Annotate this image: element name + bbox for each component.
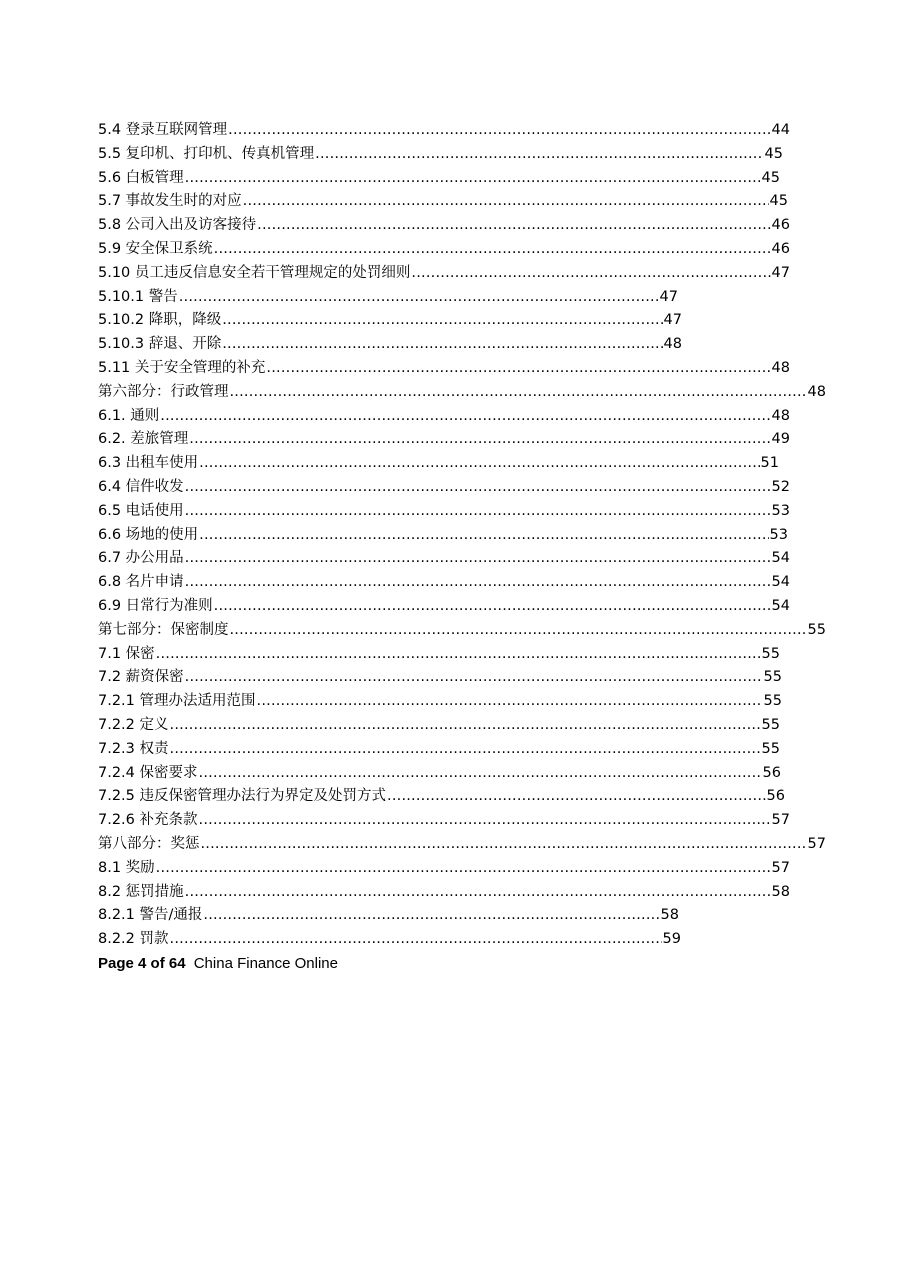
toc-entry-title: 7.2.1 管理办法适用范围 [98,693,256,710]
toc-entry-title: 7.2.5 违反保密管理办法行为界定及处罚方式 [98,788,387,805]
toc-dot-leader [156,857,771,881]
toc-entry-page-number: 55 [761,645,780,662]
toc-entry-title: 7.1 保密 [98,645,155,662]
toc-entry[interactable] [98,309,682,333]
toc-entry[interactable] [98,238,790,262]
toc-entry[interactable] [98,381,826,405]
toc-entry-title: 5.10.2 降职，降级 [98,312,222,329]
toc-entry-title: 5.11 关于安全管理的补充 [98,359,266,376]
toc-dot-leader [257,690,763,714]
toc-entry[interactable] [98,452,779,476]
toc-entry[interactable] [98,595,790,619]
toc-dot-leader [185,571,771,595]
toc-entry-title: 5.9 安全保卫系统 [98,240,213,257]
toc-entry-title: 6.7 办公用品 [98,550,184,567]
toc-entry-title: 5.7 事故发生时的对应 [98,193,242,210]
toc-dot-leader [185,476,771,500]
toc-dot-leader [199,809,771,833]
toc-entry[interactable] [98,643,780,667]
toc-dot-leader [203,904,659,928]
toc-entry-title: 6.6 场地的使用 [98,526,199,543]
toc-entry-page-number: 46 [771,240,790,257]
toc-dot-leader [185,881,771,905]
toc-entry[interactable] [98,547,790,571]
toc-entry-title: 第八部分：奖惩 [98,835,200,852]
toc-entry[interactable] [98,476,790,500]
toc-dot-leader [201,833,807,857]
toc-entry-title: 6.8 名片申请 [98,574,184,591]
toc-entry[interactable] [98,785,785,809]
toc-entry-page-number: 55 [763,669,782,686]
toc-entry-title: 6.3 出租车使用 [98,455,199,472]
toc-entry[interactable] [98,333,682,357]
toc-entry-title: 5.10 员工违反信息安全若干管理规定的处罚细则 [98,264,411,281]
toc-entry-title: 6.2. 差旅管理 [98,431,189,448]
toc-dot-leader [189,428,770,452]
toc-entry[interactable] [98,167,780,191]
toc-entry[interactable] [98,666,782,690]
toc-entry[interactable] [98,738,780,762]
toc-entry-page-number: 53 [771,502,790,519]
toc-entry-page-number: 52 [771,478,790,495]
toc-dot-leader [170,714,761,738]
toc-entry-page-number: 54 [771,574,790,591]
toc-entry-page-number: 54 [771,550,790,567]
toc-entry-title: 7.2 薪资保密 [98,669,184,686]
toc-entry[interactable] [98,857,790,881]
toc-entry-title: 7.2.3 权责 [98,740,169,757]
toc-dot-leader [222,333,662,357]
toc-entry-page-number: 45 [769,193,788,210]
toc-dot-leader [160,405,770,429]
toc-entry-title: 5.6 白板管理 [98,169,184,186]
toc-entry-title: 5.5 复印机、打印机、传真机管理 [98,145,315,162]
toc-entry-title: 7.2.6 补充条款 [98,812,198,829]
toc-entry-page-number: 55 [761,740,780,757]
toc-dot-leader [170,928,662,952]
toc-entry-page-number: 47 [771,264,790,281]
toc-entry-title: 5.10.1 警告 [98,288,178,305]
toc-entry[interactable] [98,190,788,214]
toc-entry[interactable] [98,143,783,167]
toc-dot-leader [257,214,770,238]
toc-dot-leader [179,286,659,310]
toc-entry-page-number: 55 [763,693,782,710]
page-footer [98,955,338,972]
toc-dot-leader [315,143,763,167]
toc-entry-title: 8.2 惩罚措施 [98,883,184,900]
toc-dot-leader [214,595,771,619]
toc-entry-page-number: 47 [663,312,682,329]
toc-entry-title: 8.1 奖励 [98,859,155,876]
toc-entry[interactable] [98,904,679,928]
toc-entry-page-number: 57 [807,835,826,852]
toc-entry-page-number: 44 [771,122,790,138]
toc-entry[interactable] [98,571,790,595]
toc-entry-title: 6.1. 通则 [98,407,160,424]
toc-entry-page-number: 54 [771,597,790,614]
toc-entry-title: 第六部分：行政管理 [98,383,229,400]
toc-dot-leader [185,547,771,571]
toc-entry-page-number: 58 [660,907,679,924]
toc-entry-page-number: 56 [762,764,781,781]
toc-entry[interactable] [98,809,790,833]
toc-entry[interactable] [98,928,681,952]
toc-dot-leader [170,738,761,762]
toc-entry-page-number: 48 [663,336,682,353]
toc-entry-page-number: 59 [662,931,681,948]
toc-entry-title: 8.2.1 警告/通报 [98,907,203,924]
toc-entry-page-number: 51 [760,455,779,472]
toc-entry-page-number: 56 [766,788,785,805]
toc-entry[interactable] [98,833,826,857]
toc-entry-page-number: 58 [771,883,790,900]
toc-entry-title: 5.8 公司入出及访客接待 [98,217,257,234]
toc-entry-page-number: 46 [771,217,790,234]
toc-dot-leader [185,500,771,524]
toc-entry-page-number: 45 [764,145,783,162]
toc-dot-leader [411,262,770,286]
toc-entry[interactable] [98,500,790,524]
toc-entry-page-number: 55 [807,621,826,638]
toc-entry-page-number: 48 [807,383,826,400]
toc-entry[interactable] [98,524,788,548]
toc-entry-title: 7.2.2 定义 [98,716,169,733]
toc-dot-leader [243,190,769,214]
toc-entry-title: 6.9 日常行为准则 [98,597,213,614]
toc-entry[interactable] [98,762,781,786]
toc-entry[interactable] [98,405,790,429]
toc-entry-page-number: 57 [771,812,790,829]
toc-entry-title: 5.4 登录互联网管理 [98,122,228,138]
toc-entry[interactable] [98,714,780,738]
toc-dot-leader [214,238,771,262]
toc-dot-leader [230,619,807,643]
toc-entry-title: 第七部分：保密制度 [98,621,229,638]
toc-dot-leader [266,357,770,381]
toc-entry[interactable] [98,428,790,452]
toc-dot-leader [185,167,761,191]
toc-entry-title: 6.5 电话使用 [98,502,184,519]
toc-entry[interactable] [98,881,790,905]
toc-dot-leader [199,762,762,786]
toc-entry[interactable] [98,619,826,643]
toc-entry-page-number: 48 [771,359,790,376]
toc-entry[interactable] [98,286,678,310]
table-of-contents [98,119,828,952]
toc-dot-leader [199,524,768,548]
toc-entry-page-number: 49 [771,431,790,448]
toc-entry-page-number: 47 [659,288,678,305]
toc-dot-leader [185,666,763,690]
toc-entry[interactable] [98,262,790,286]
toc-dot-leader [228,119,770,143]
toc-entry-title: 6.4 信件收发 [98,478,184,495]
toc-entry-page-number: 53 [769,526,788,543]
toc-dot-leader [222,309,662,333]
toc-dot-leader [387,785,766,809]
toc-entry[interactable] [98,357,790,381]
toc-entry-page-number: 57 [771,859,790,876]
toc-entry[interactable] [98,119,790,143]
toc-entry[interactable] [98,214,790,238]
organization-name: China Finance Online [193,955,338,972]
toc-entry-title: 8.2.2 罚款 [98,931,169,948]
page-number-label: Page 4 of 64 [98,955,186,972]
toc-entry-title: 5.10.3 辞退、开除 [98,336,222,353]
toc-entry-page-number: 45 [761,169,780,186]
toc-entry-page-number: 55 [761,716,780,733]
toc-entry-title: 7.2.4 保密要求 [98,764,198,781]
toc-dot-leader [156,643,761,667]
toc-dot-leader [199,452,759,476]
toc-entry[interactable] [98,690,782,714]
toc-entry-page-number: 48 [771,407,790,424]
toc-dot-leader [230,381,807,405]
